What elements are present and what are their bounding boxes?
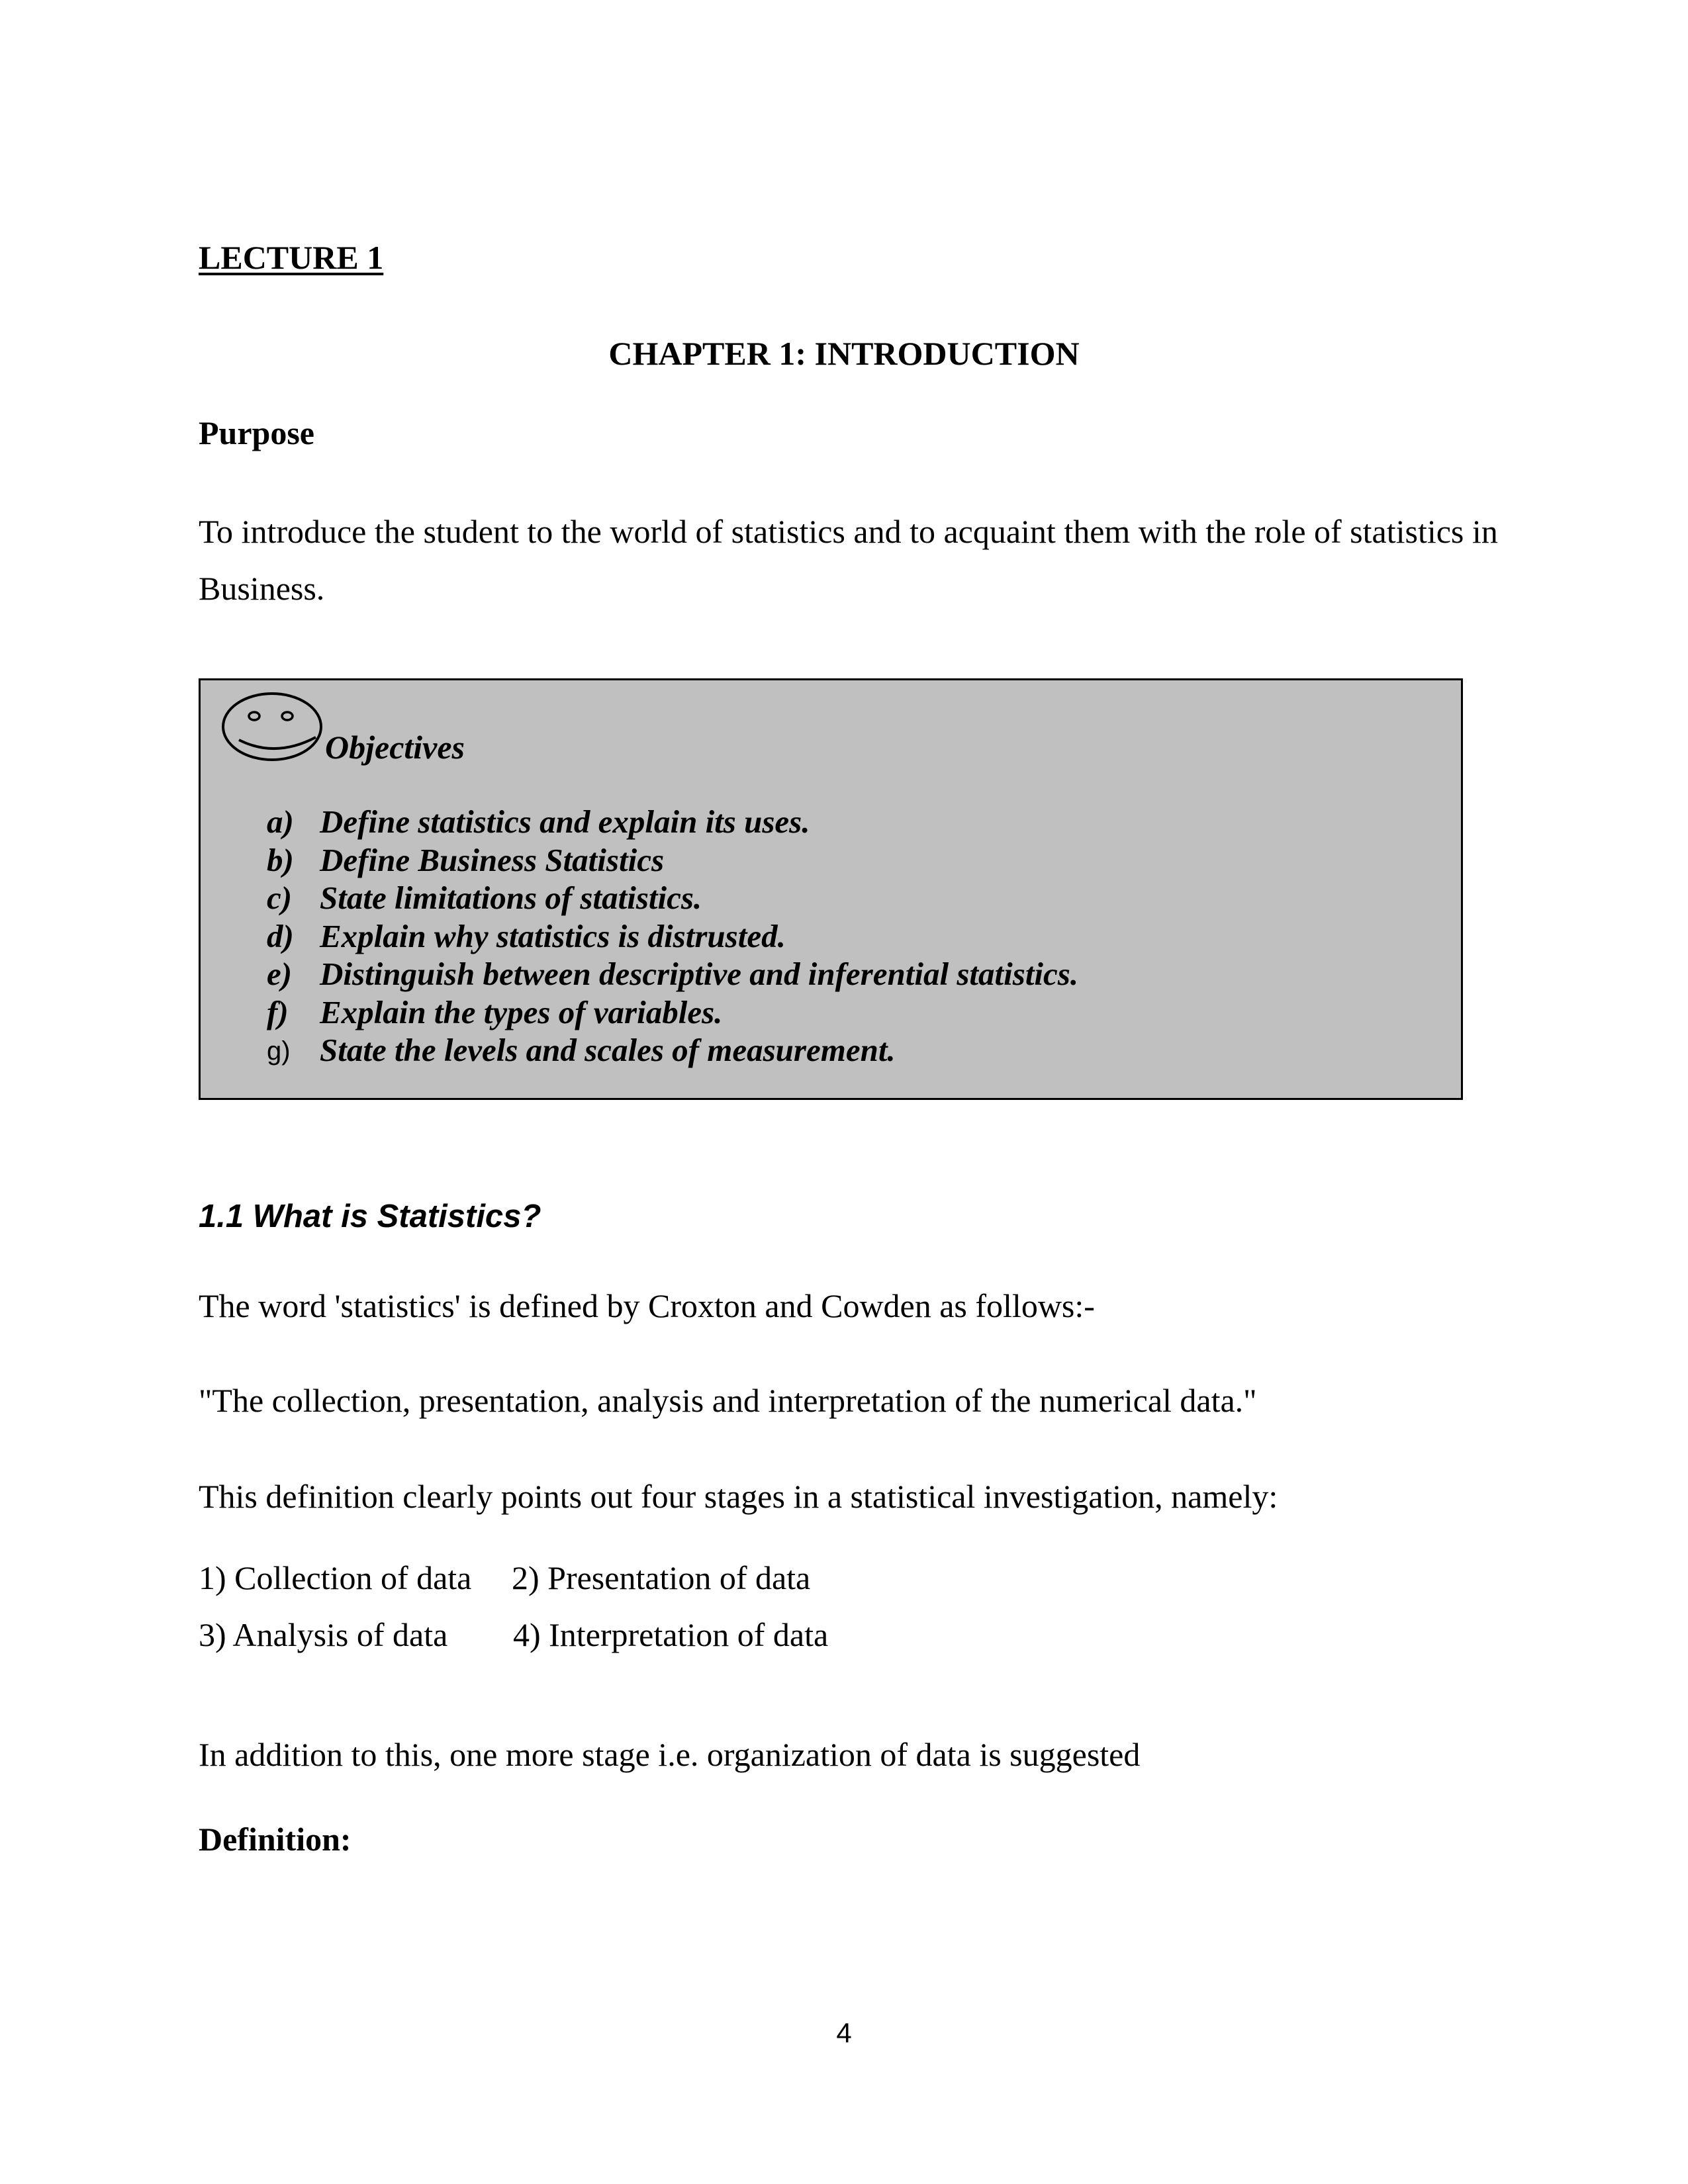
objective-letter: a)	[267, 803, 294, 840]
objective-text: Distinguish between descriptive and inferential statistics.	[320, 956, 1079, 992]
chapter-title	[0, 334, 1688, 373]
objective-text: State the levels and scales of measurement.	[320, 1032, 896, 1068]
objective-letter: c)	[267, 880, 293, 916]
objectives-heading: Objectives	[325, 729, 465, 766]
stages-intro: This definition clearly points out four stages in a statistical investigation, namely:	[199, 1478, 1278, 1515]
objectives-box	[199, 678, 1463, 1100]
objective-text: Explain the types of variables.	[320, 993, 723, 1030]
objective-text: State limitations of statistics.	[320, 880, 702, 916]
stage-item: 3) Analysis of data	[199, 1616, 448, 1653]
chapter-title-text: CHAPTER 1: INTRODUCTION	[608, 335, 1080, 372]
objective-text: Explain why statistics is distrusted.	[320, 917, 786, 954]
stage-item: 1) Collection of data	[199, 1559, 472, 1596]
objective-letter: g)	[267, 1036, 291, 1066]
stages-grid	[199, 1559, 1125, 1678]
addition-text: In addition to this, one more stage i.e. organization of data is suggested	[199, 1736, 1141, 1773]
objective-letter: d)	[267, 917, 294, 954]
objective-letter: b)	[267, 841, 294, 878]
stage-item: 2) Presentation of data	[512, 1559, 811, 1596]
definition-intro: The word 'statistics' is defined by Croxton and Cowden as follows:-	[199, 1287, 1095, 1324]
definition-quote: "The collection, presentation, analysis and interpretation of the numerical data."	[199, 1382, 1257, 1419]
purpose-text: To introduce the student to the world of statistics and to acquaint them with the role of statistics in Business.	[199, 513, 1498, 607]
objective-letter: f)	[267, 993, 289, 1030]
lecture-label: LECTURE 1	[199, 239, 384, 276]
purpose-heading: Purpose	[199, 414, 314, 451]
page-number: 4	[836, 2017, 852, 2048]
section-heading: 1.1 What is Statistics?	[199, 1199, 541, 1234]
objective-letter: e)	[267, 956, 293, 992]
objective-text: Define statistics and explain its uses.	[320, 803, 810, 840]
smiley-face-icon	[219, 690, 325, 764]
definition-heading: Definition:	[199, 1821, 352, 1858]
objective-text: Define Business Statistics	[320, 841, 665, 878]
stage-item: 4) Interpretation of data	[513, 1616, 829, 1653]
